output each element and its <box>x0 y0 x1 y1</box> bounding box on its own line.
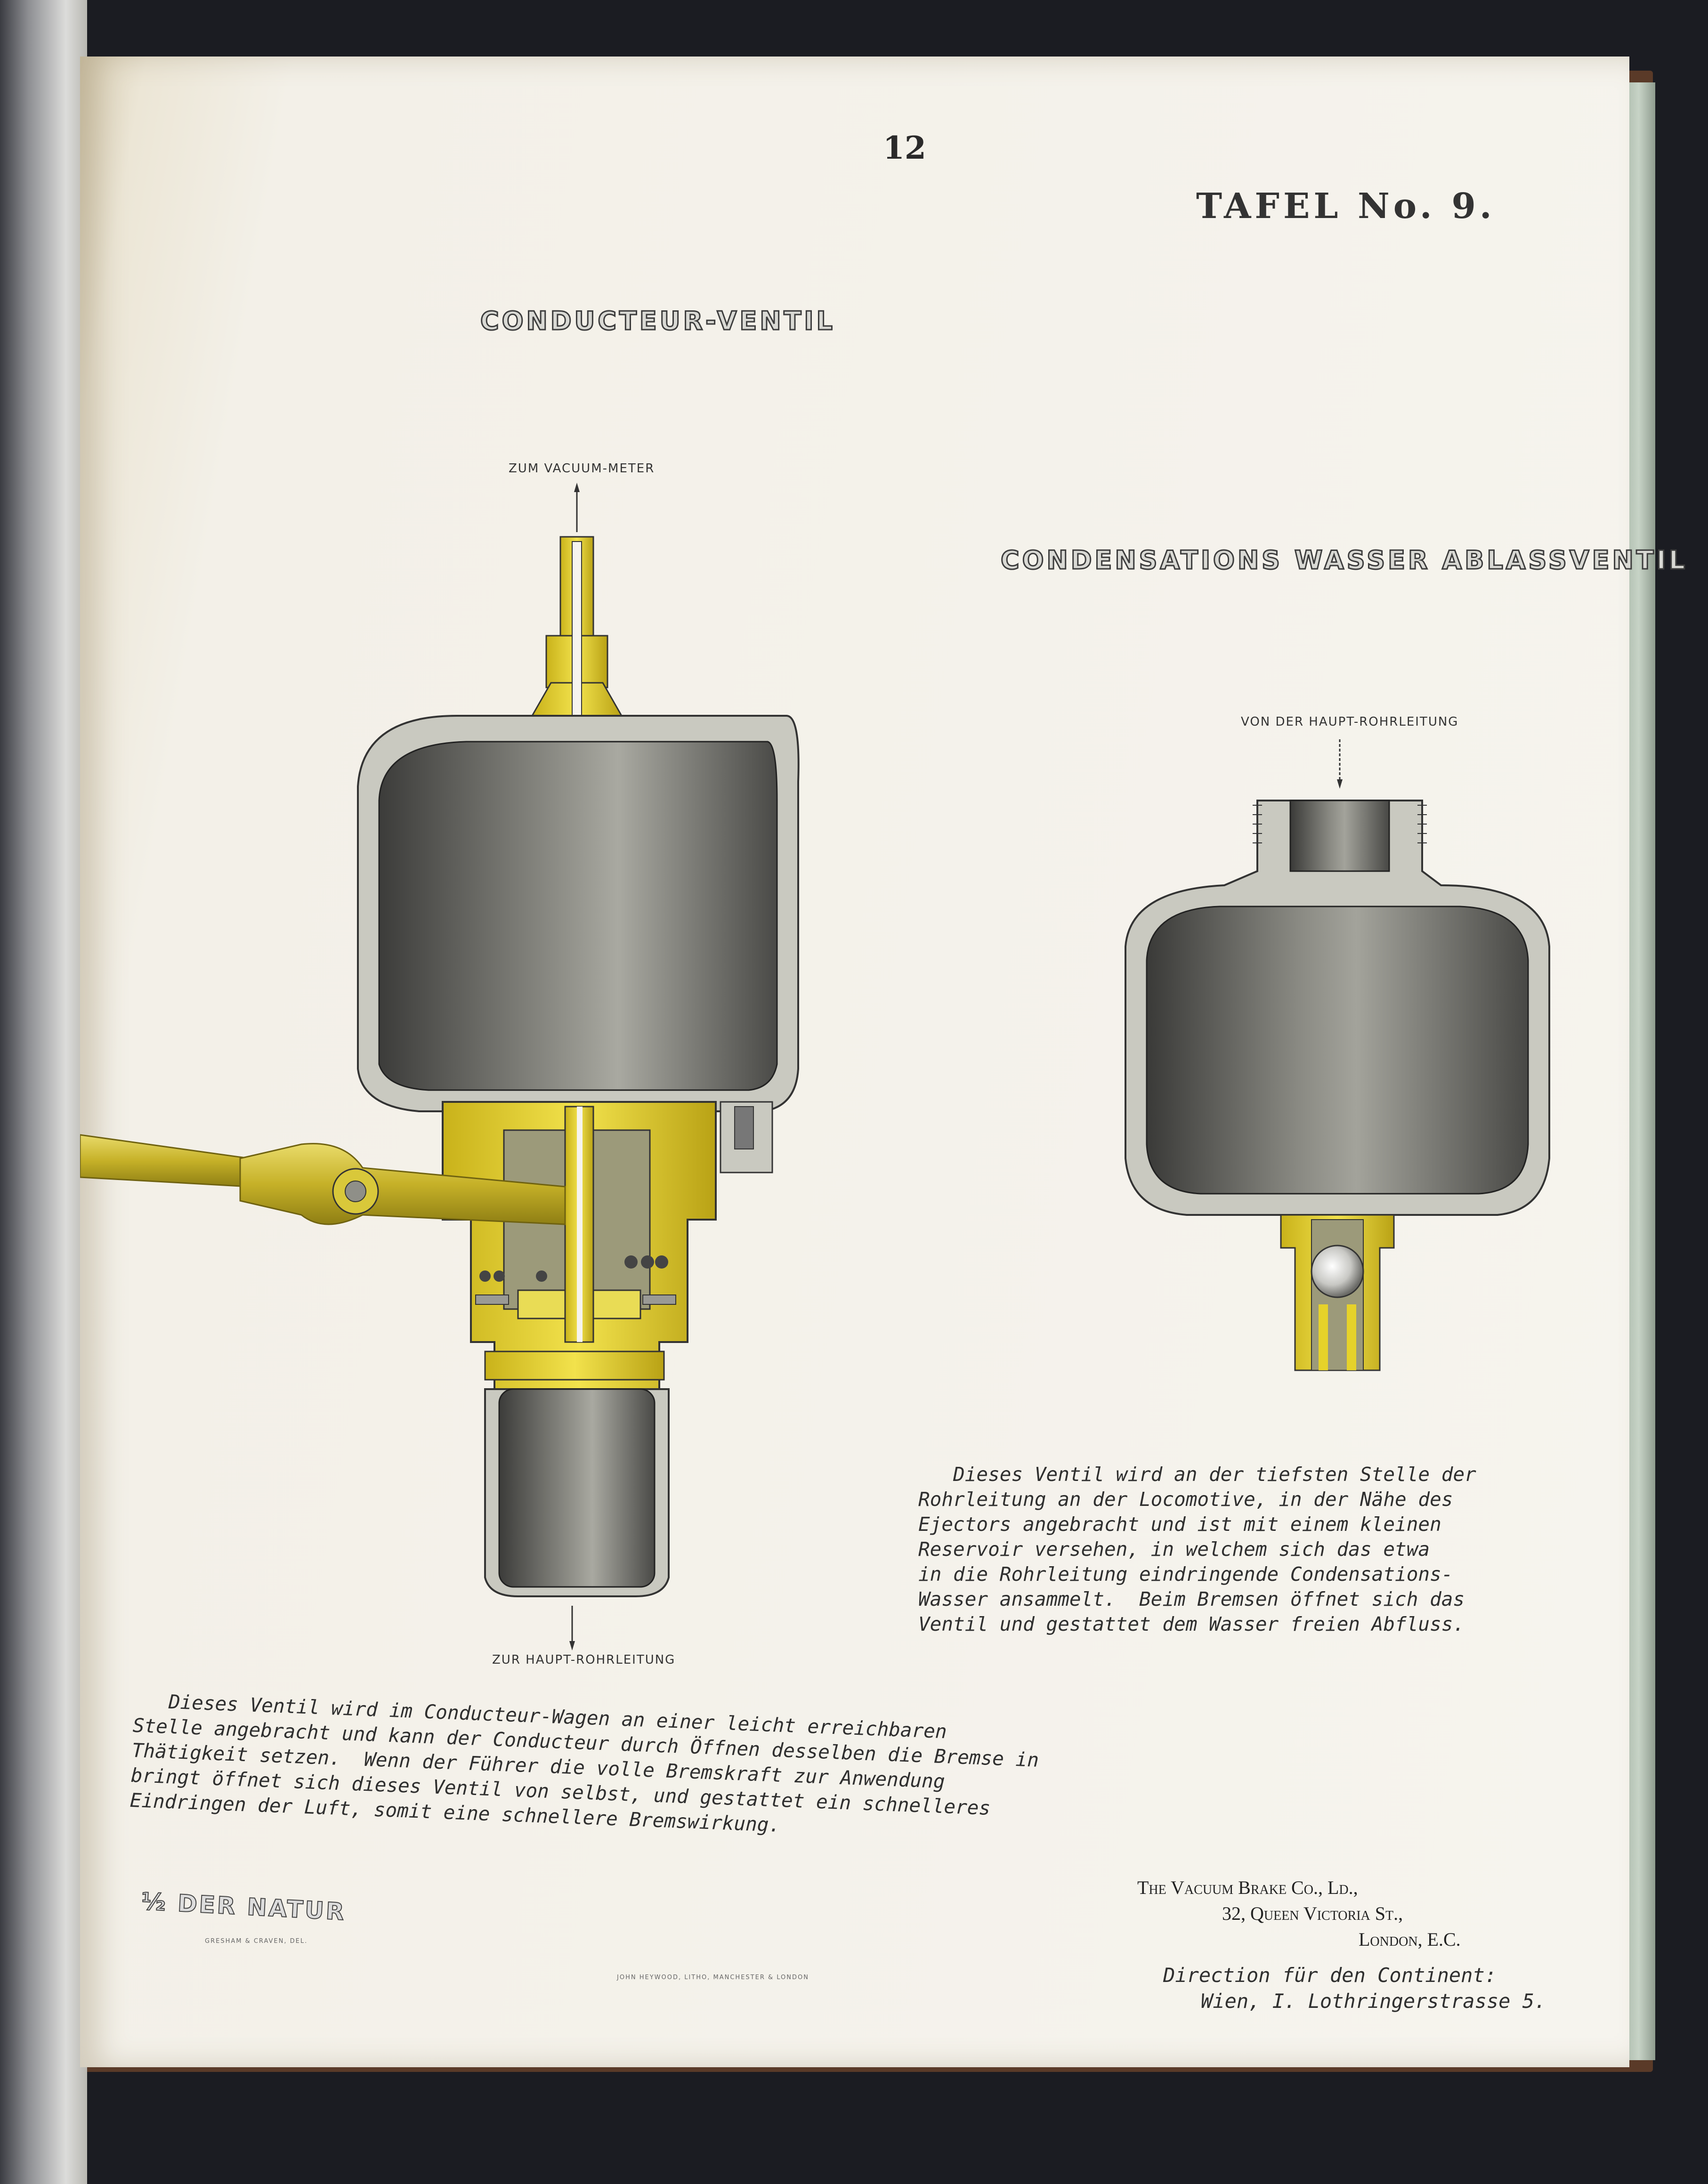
printer-credit: JOHN HEYWOOD, LITHO, MANCHESTER & LONDON <box>617 1974 809 1981</box>
heading-conducteur-ventil: CONDUCTEUR-VENTIL <box>480 306 835 336</box>
publisher-line-3: London, E.C. <box>1359 1929 1461 1950</box>
scale-label: ½ DER NATUR <box>140 1887 347 1926</box>
continent-line-1: Direction für den Continent: <box>1163 1964 1497 1987</box>
description-ablassventil: Dieses Ventil wird an der tiefsten Stelle der Rohrleitung an der Locomotive, in der Nähe des Ejectors angebracht und ist mit einem kleinen Reservoir versehen, in welchem sich das etwa in die Rohrleitung eindringende Condensations- Wasser ansammelt. Beim Bremsen öffnet sich das Ventil und gestattet dem Wasser freien Abfluss. <box>918 1463 1476 1635</box>
label-haupt-rohrleitung: ZUR HAUPT-ROHRLEITUNG <box>492 1653 676 1667</box>
heading-ablassventil: CONDENSATIONS WASSER ABLASSVENTIL <box>1001 545 1688 575</box>
publisher-line-1: The Vacuum Brake Co., Ld., <box>1137 1877 1358 1898</box>
draughtsman-credit: GRESHAM & CRAVEN, DEL. <box>205 1938 308 1945</box>
publisher-line-2: 32, Queen Victoria St., <box>1222 1903 1403 1924</box>
left-page-edge <box>0 0 87 2184</box>
plate-title: TAFEL No. 9. <box>1196 186 1496 226</box>
conducteur-valve-illustration <box>80 480 834 1658</box>
description-conducteur-ventil: Dieses Ventil wird im Conducteur-Wagen an einer leicht erreichbaren Stelle angebracht und kann der Conducteur durch Öffnen desselben die Bremse in Thätigkeit setzen. Wenn der Führer die volle Bremskraft zur Anwendung bringt öffnet sich dieses Ventil von selbst, und gestattet ein schnelleres Eindringen der Luft, somit eine schnellere Bremswirkung. <box>129 1689 1039 1836</box>
ablassventil-illustration <box>1111 739 1568 1389</box>
label-von-haupt-rohrleitung: VON DER HAUPT-ROHRLEITUNG <box>1241 715 1459 729</box>
continent-line-2: Wien, I. Lothringerstrasse 5. <box>1201 1990 1546 2013</box>
page-number: 12 <box>883 129 926 166</box>
label-vacuum-meter: ZUM VACUUM-METER <box>509 461 655 476</box>
